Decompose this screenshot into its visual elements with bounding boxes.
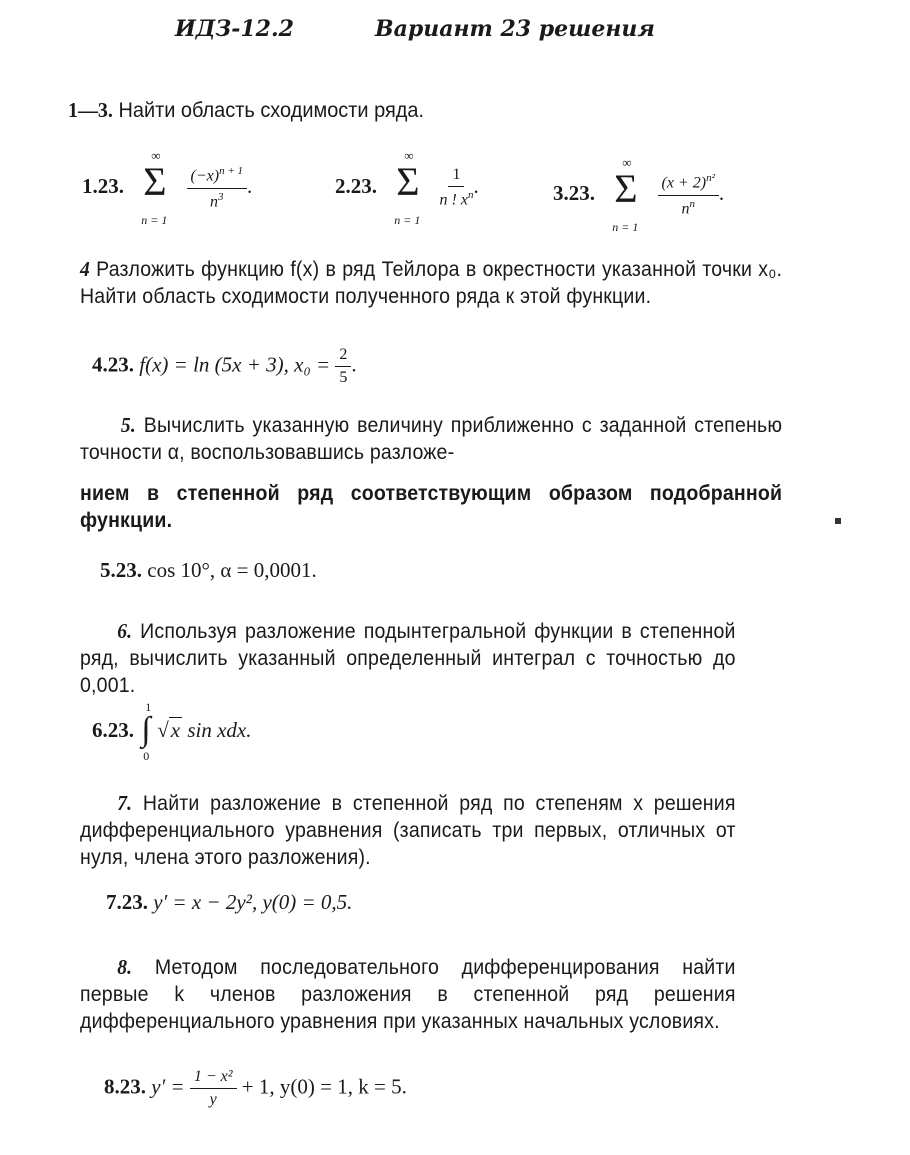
task-number: 6. [117, 619, 133, 643]
formula: + 1, y(0) = 1, k = 5. [236, 1074, 407, 1099]
problem-7-23 [106, 890, 352, 915]
numerator: 1 − x² [190, 1068, 237, 1089]
problem-8-23 [104, 1068, 407, 1109]
formula: sin xdx. [182, 717, 252, 742]
formula: y′ = x − 2y², y(0) = 0,5. [153, 890, 353, 914]
sum-lower: n = 1 [141, 213, 168, 227]
sum-lower: n = 1 [612, 220, 639, 234]
period: . [351, 352, 357, 377]
problem-6-23 [92, 700, 252, 764]
sum-symbol: ∞ Σ n = 1 [394, 148, 421, 227]
fraction [440, 166, 474, 209]
denominator: n [210, 192, 218, 210]
assignment-code: ИДЗ-12.2 [175, 16, 294, 42]
numerator: (−x) [190, 167, 220, 185]
problem-4-23 [92, 346, 357, 387]
fraction [190, 1068, 237, 1109]
denominator-exponent: 3 [218, 190, 224, 203]
denominator: 5 [339, 369, 348, 386]
fraction [335, 346, 351, 387]
problem-label: 6.23. [92, 717, 134, 742]
task-text: Методом последовательного дифференцирования найти первые k членов разложения в степенной ряд решения дифференциального уравнения при указанных начальных условиях. [80, 956, 736, 1033]
task-5-statement [80, 412, 782, 466]
scan-speck [835, 518, 841, 524]
problem-1-23 [82, 148, 252, 228]
problem-label: 1.23. [82, 173, 124, 198]
integral-upper: 1 [145, 700, 152, 714]
section-number: 1—3. [68, 98, 113, 122]
period: . [718, 180, 725, 205]
fraction [187, 165, 248, 211]
problem-label: 7.23. [106, 890, 148, 914]
task-6-statement [80, 618, 736, 699]
fraction [658, 172, 719, 218]
task-text: Найти разложение в степенной ряд по степеням x решения дифференциального уравнения (записать три первых, отличных от нуля, члена этого разложения). [80, 792, 736, 869]
numerator-exponent: n + 1 [219, 165, 243, 178]
task-8-statement [80, 954, 736, 1035]
sum-symbol: ∞ Σ n = 1 [141, 148, 168, 227]
task-number: 8. [117, 955, 133, 979]
numerator: 2 [335, 346, 351, 367]
sqrt-sign: √ [157, 717, 169, 742]
formula: cos 10°, α = 0,0001. [147, 558, 317, 582]
integral-symbol: 1 ∫ 0 [141, 700, 152, 763]
sum-upper: ∞ [622, 155, 632, 170]
period: . [473, 173, 479, 198]
problem-3-23 [553, 155, 724, 235]
section-text: Найти область сходимости ряда. [118, 99, 425, 122]
section-1-3-heading [68, 98, 424, 123]
task-4-statement [80, 256, 782, 310]
problem-label: 4.23. [92, 352, 134, 377]
denominator: n [681, 199, 690, 217]
denominator-exponent: n [467, 189, 474, 202]
task-text: Используя разложение подынтегральной функции в степенной ряд, вычислить указанный определенный интеграл с точностью до 0,001. [80, 620, 736, 697]
sum-upper: ∞ [404, 148, 414, 163]
problem-label: 8.23. [104, 1074, 146, 1099]
task-number: 5. [120, 413, 136, 437]
problem-label: 5.23. [100, 558, 142, 582]
task-7-statement [80, 790, 736, 871]
integral-lower: 0 [143, 749, 150, 763]
task-number: 4 [80, 257, 90, 281]
task-text: Разложить функцию f(x) в ряд Тейлора в окрестности указанной точки x₀. Найти область сходимости полученного ряда к этой функции. [80, 258, 783, 308]
variant-title: Вариант 23 решения [375, 16, 655, 42]
formula-lhs: y′ = [151, 1074, 190, 1099]
sum-lower: n = 1 [394, 213, 421, 227]
problem-label: 2.23. [335, 173, 377, 198]
sum-symbol: ∞ Σ n = 1 [612, 155, 639, 234]
task-5-statement-continued: нием в степенной ряд соответствующим образом подобранной функции. [80, 482, 783, 532]
problem-label: 3.23. [553, 180, 595, 205]
numerator: (x + 2) [661, 174, 707, 192]
task-text: Вычислить указанную величину приближенно с заданной степенью точности α, воспользовавшись разложе- [80, 414, 783, 464]
denominator-exponent: n [689, 197, 695, 210]
denominator: y [209, 1091, 217, 1108]
problem-5-23 [100, 558, 317, 583]
radicand: x [170, 717, 181, 742]
period: . [247, 173, 253, 198]
formula: f(x) = ln (5x + 3), x₀ = [139, 352, 336, 377]
denominator: n ! x [439, 191, 468, 209]
numerator-exponent: n² [706, 172, 715, 185]
numerator: 1 [452, 166, 461, 184]
sum-upper: ∞ [151, 148, 161, 163]
task-number: 7. [117, 791, 133, 815]
problem-2-23 [335, 148, 479, 228]
